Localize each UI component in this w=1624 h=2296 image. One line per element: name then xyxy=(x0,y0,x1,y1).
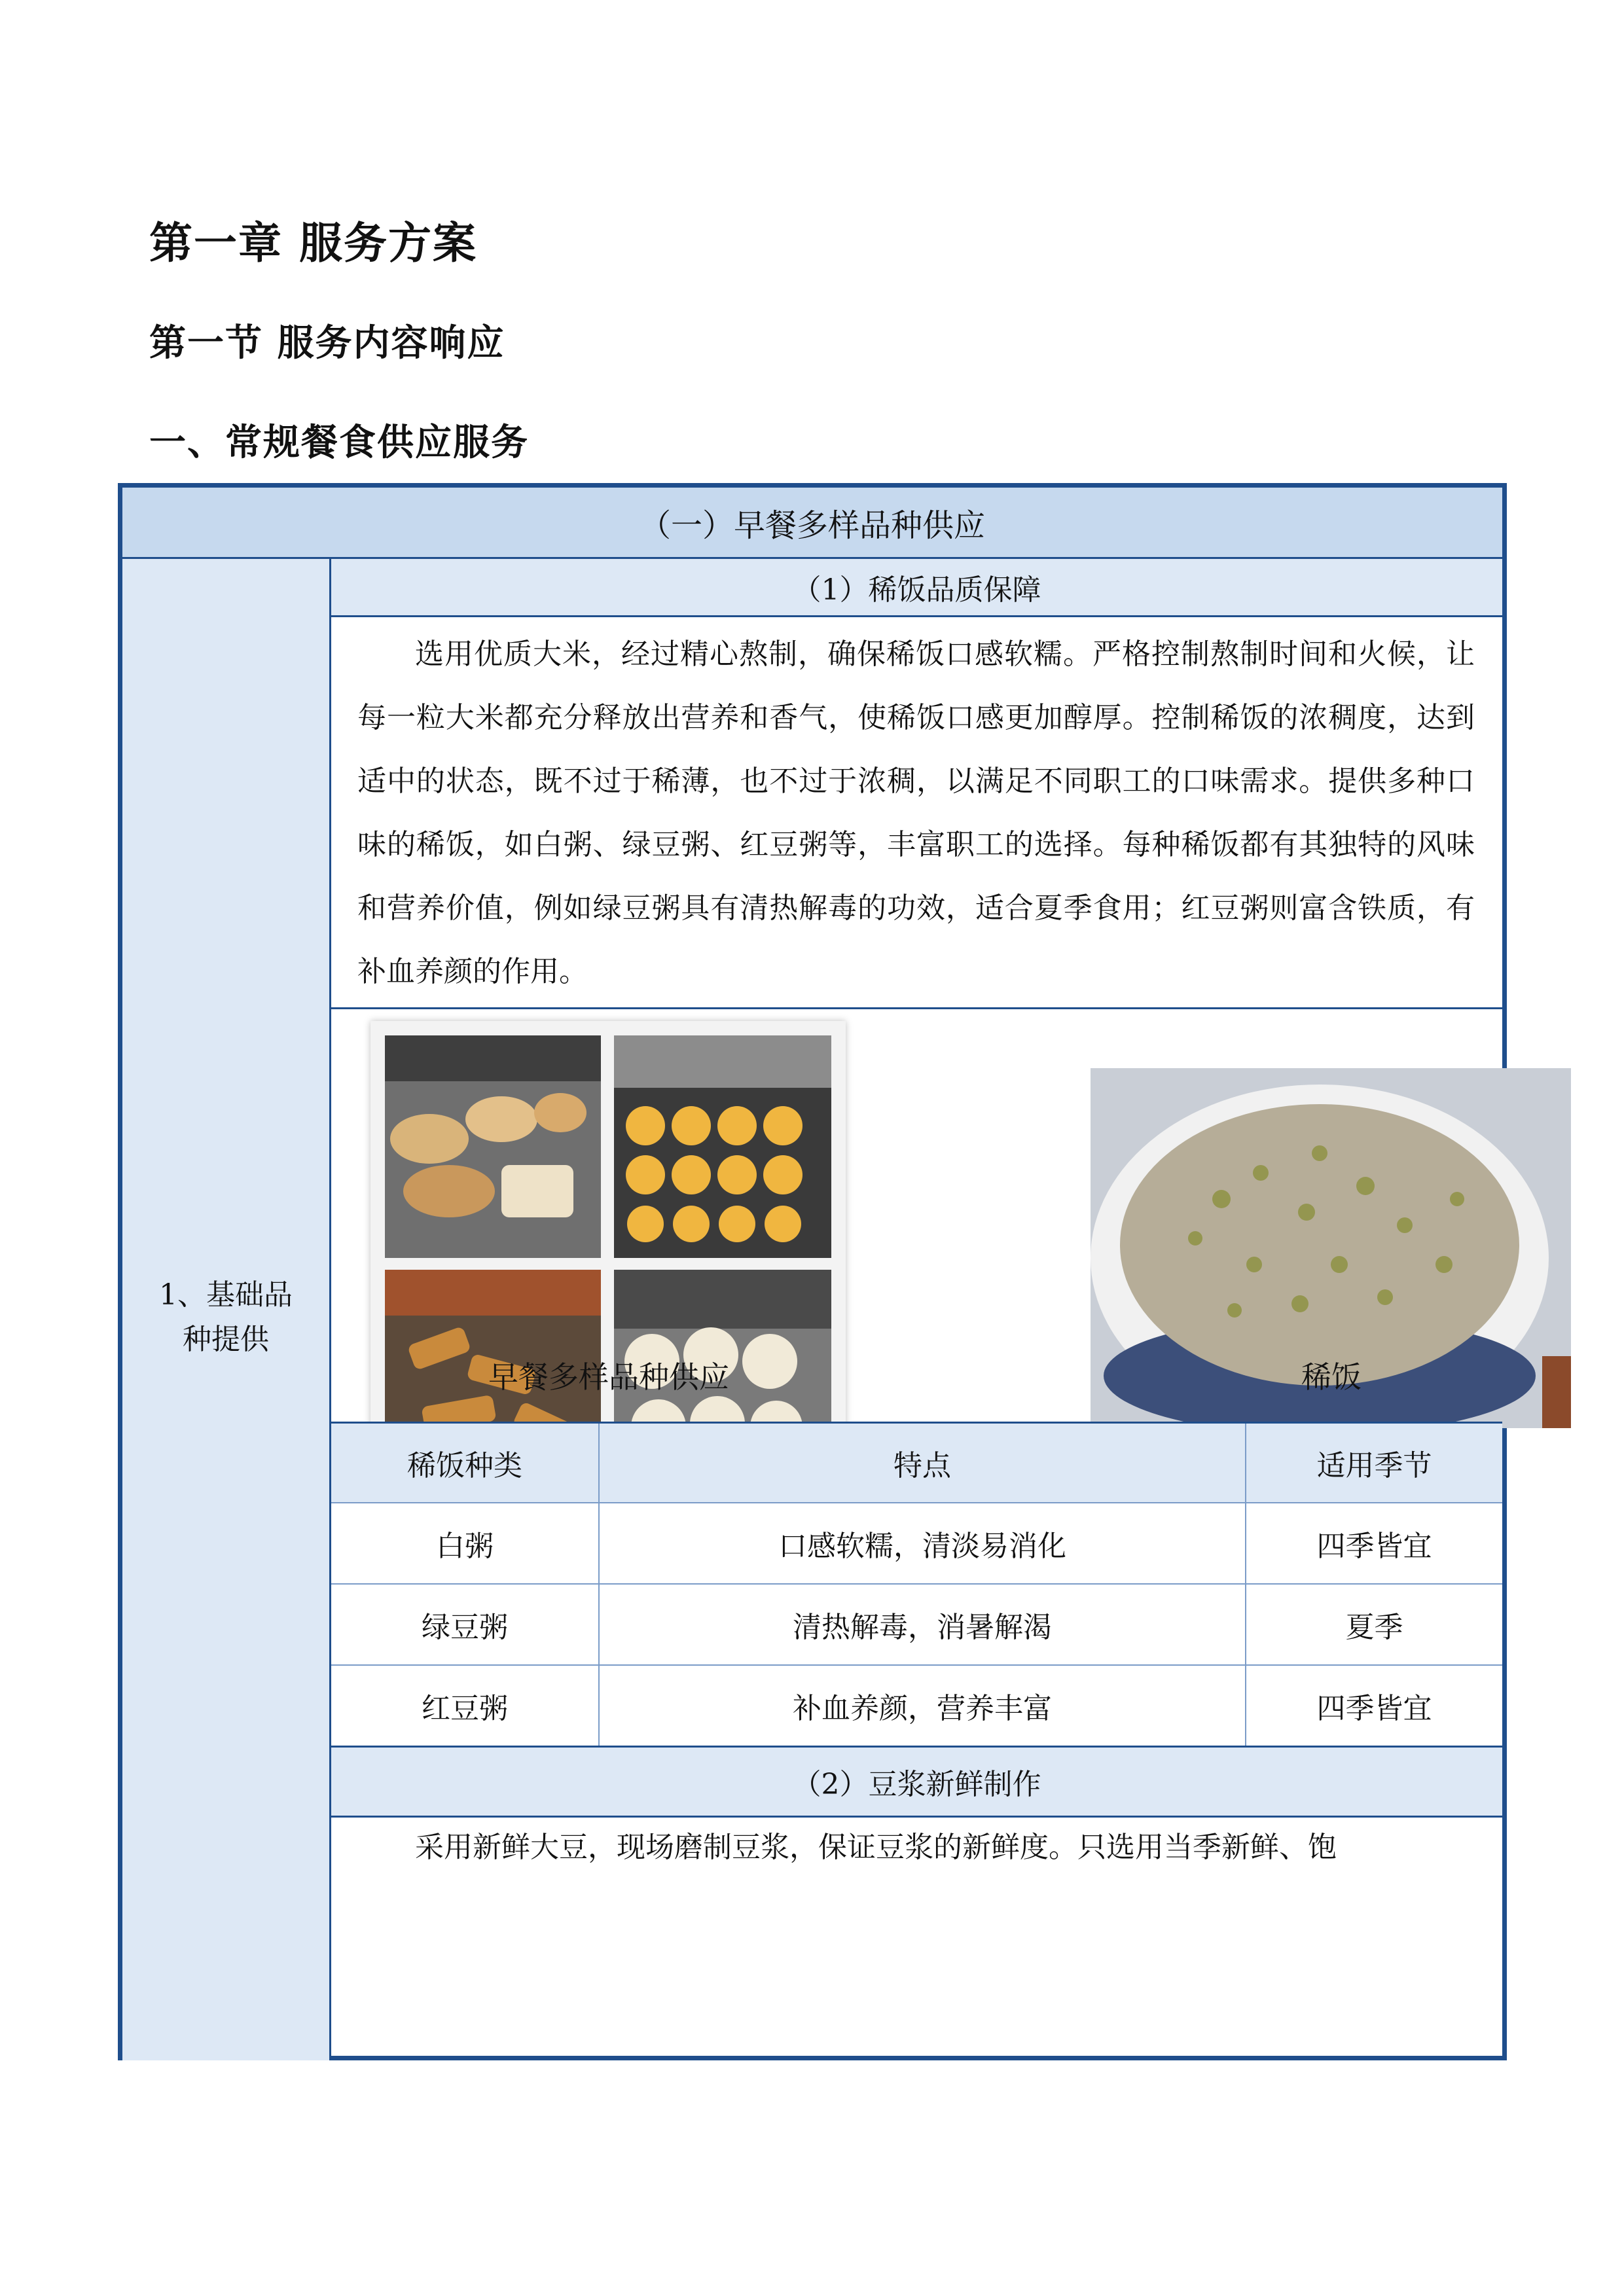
table-row xyxy=(331,1503,598,1583)
row-3-season: 四季皆宜 xyxy=(1316,1692,1432,1725)
porridge-title: （1）稀饭品质保障 xyxy=(792,573,1041,607)
subsection-title: 一、常规餐食供应服务 xyxy=(149,422,529,464)
table-header-text: （一）早餐多样品种供应 xyxy=(639,507,985,544)
table-row xyxy=(1246,1503,1502,1583)
table-row xyxy=(1246,1666,1502,1746)
porridge-paragraph-cell xyxy=(331,617,1502,1007)
image-row xyxy=(331,1009,1502,1422)
porridge-title-row xyxy=(331,559,1502,615)
section-title: 第一节 服务内容响应 xyxy=(149,322,505,365)
soymilk-paragraph: 采用新鲜大豆，现场磨制豆浆，保证豆浆的新鲜度。只选用当季新鲜、饱 xyxy=(415,1831,1337,1864)
row-label-line-1: 1、基础品 xyxy=(159,1278,293,1312)
col-header-season xyxy=(1246,1424,1502,1502)
porridge-caption: 稀饭 xyxy=(1301,1359,1362,1395)
col-header-feature xyxy=(600,1424,1245,1502)
table-row xyxy=(600,1503,1245,1583)
col-header-type xyxy=(331,1424,598,1502)
table-row xyxy=(331,1585,598,1664)
porridge-paragraph: 选用优质大米，经过精心熬制，确保稀饭口感软糯。严格控制熬制时间和火候，让每一粒大米都充分释放出营养和香气，使稀饭口感更加醇厚。控制稀饭的浓稠度，达到适中的状态，既不过于稀薄，也不过于浓稠，以满足不同职工的口味需求。提供多种口味的稀饭，如白粥、绿豆粥、红豆粥等，丰富职工的选择。每种稀饭都有其独特的风味和营养价值，例如绿豆粥具有清热解毒的功效，适合夏季食用；红豆粥则富含铁质，有补血养颜的作用。 xyxy=(357,637,1475,988)
chapter-title: 第一章 服务方案 xyxy=(149,218,477,268)
service-table xyxy=(118,483,1507,2060)
table-row xyxy=(331,1666,598,1746)
row-2-type: 绿豆粥 xyxy=(422,1611,508,1644)
col-header-feature-text: 特点 xyxy=(893,1449,951,1482)
breakfast-caption: 早餐多样品种供应 xyxy=(488,1359,729,1395)
row-2-feature: 清热解毒，消暑解渴 xyxy=(793,1611,1052,1644)
row-1-feature: 口感软糯，清淡易消化 xyxy=(778,1530,1066,1563)
col-header-type-text: 稀饭种类 xyxy=(407,1449,522,1482)
row-1-type: 白粥 xyxy=(436,1530,494,1563)
table-row xyxy=(1246,1585,1502,1664)
table-header xyxy=(122,488,1502,557)
row-label-line-2: 种提供 xyxy=(183,1323,269,1356)
soymilk-paragraph-cell xyxy=(331,1818,1502,2060)
row-3-type: 红豆粥 xyxy=(422,1692,508,1725)
col-header-season-text: 适用季节 xyxy=(1316,1449,1432,1482)
table-row xyxy=(600,1585,1245,1664)
table-row xyxy=(600,1666,1245,1746)
row-2-season: 夏季 xyxy=(1345,1611,1403,1644)
row-1-season: 四季皆宜 xyxy=(1316,1530,1432,1563)
soymilk-title-row xyxy=(331,1748,1502,1816)
row-3-feature: 补血养颜，营养丰富 xyxy=(793,1692,1052,1725)
soymilk-title: （2）豆浆新鲜制作 xyxy=(792,1768,1041,1801)
row-label xyxy=(122,1273,329,1362)
